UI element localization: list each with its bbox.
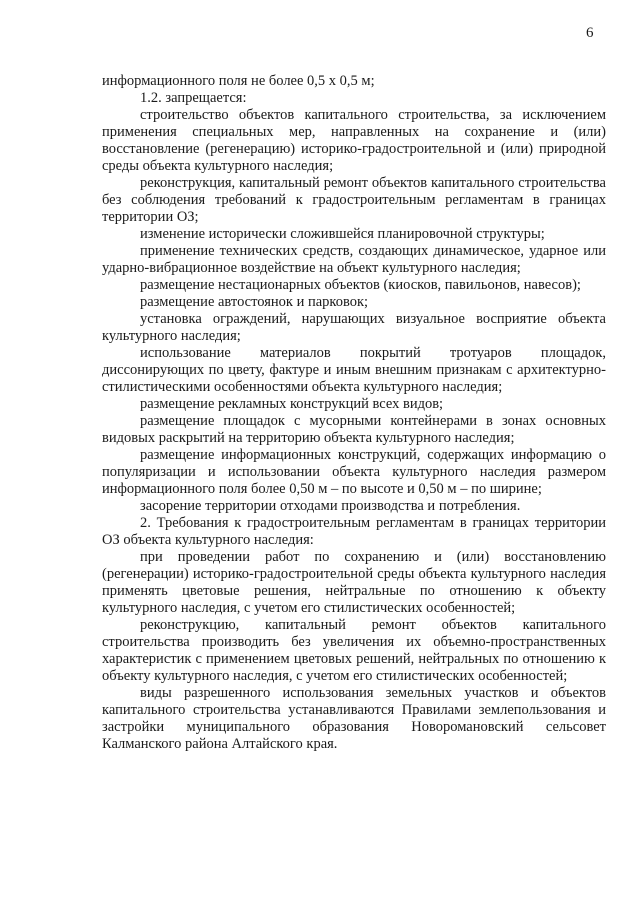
paragraph-littering: засорение территории отходами производства и потребления. — [140, 498, 521, 514]
paragraph-reconstruction: реконструкция, капитальный ремонт объектов капитального строительства без соблюдения требований к градостроительным регламентам в границах территории ОЗ; — [102, 175, 606, 225]
paragraph-permitted-use: виды разрешенного использования земельных участков и объектов капитального строительства устанавливаются Правилами землепользования и застройки муниципального образования Новоромановский сельсовет Калманского района Алтайского края. — [102, 685, 606, 752]
paragraph-non-stationary-objects: размещение нестационарных объектов (киосков, павильонов, навесов); — [140, 277, 581, 293]
paragraph-info-structures: размещение информационных конструкций, содержащих информацию о популяризации и использовании объекта культурного наследия размером информационного поля более 0,50 м – по высоте и 0,50 м – по ширине; — [102, 447, 606, 497]
paragraph-fences: установка ограждений, нарушающих визуальное восприятие объекта культурного наследия; — [102, 311, 606, 344]
paragraph-color-solutions: при проведении работ по сохранению и (или) восстановлению (регенерации) историко-градостроительной среды объекта культурного наследия применять цветовые решения, нейтральные по отношению к объекту культурного наследия, с учетом его стилистических особенностей; — [102, 549, 606, 616]
paragraph-materials: использование материалов покрытий тротуаров площадок, диссонирующих по цвету, фактуре и иным внешним признакам с архитектурно-стилистическими особенностями объекта культурного наследия; — [102, 345, 606, 395]
paragraph-parking: размещение автостоянок и парковок; — [140, 294, 369, 310]
paragraph-advertising: размещение рекламных конструкций всех видов; — [140, 396, 444, 412]
paragraph-planning-structure: изменение исторически сложившейся планировочной структуры; — [140, 226, 545, 242]
paragraph-field-size: информационного поля не более 0,5 х 0,5 м; — [102, 73, 375, 89]
paragraph-technical-means: применение технических средств, создающих динамическое, ударное или ударно-вибрационное воздействие на объект культурного наследия; — [102, 243, 606, 276]
page-number: 6 — [586, 25, 594, 41]
paragraph-construction: строительство объектов капитального строительства, за исключением применения специальных мер, направленных на сохранение и (или) восстановление (регенерацию) историко-градостроительной и (или) природной среды объекта культурного наследия; — [102, 107, 606, 174]
paragraph-section-2: 2. Требования к градостроительным регламентам в границах территории ОЗ объекта культурного наследия: — [102, 515, 606, 548]
paragraph-waste-containers: размещение площадок с мусорными контейнерами в зонах основных видовых раскрытий на территорию объекта культурного наследия; — [102, 413, 606, 446]
document-body — [102, 73, 606, 753]
paragraph-section-1-2: 1.2. запрещается: — [140, 90, 247, 106]
paragraph-reconstruction-rules: реконструкцию, капитальный ремонт объектов капитального строительства производить без увеличения их объемно-пространственных характеристик с применением цветовых решений, нейтральных по отношению к объекту культурного наследия, с учетом его стилистических особенностей; — [102, 617, 606, 684]
